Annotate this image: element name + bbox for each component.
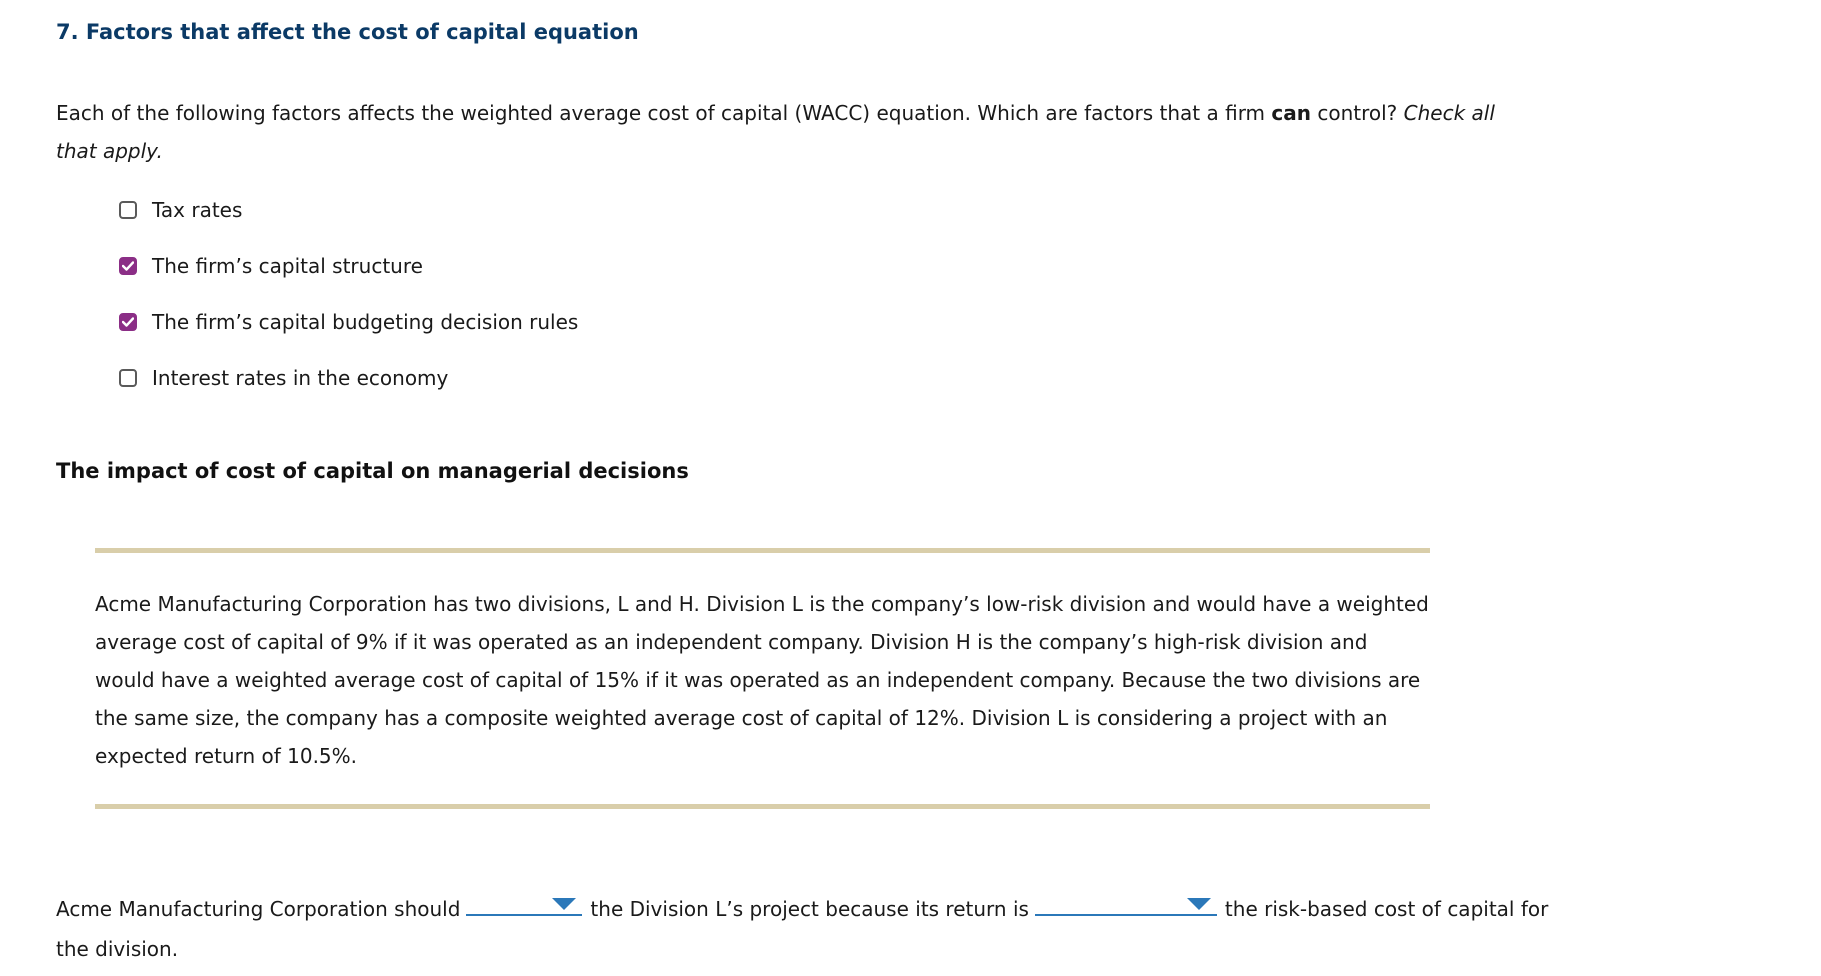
caret-down-icon[interactable]	[552, 898, 576, 910]
question-title: 7. Factors that affect the cost of capital equation	[56, 20, 639, 44]
action-dropdown[interactable]	[466, 888, 582, 916]
divider-top	[95, 548, 1430, 553]
divider-bottom	[95, 804, 1430, 809]
answer-text-2: the Division L’s project because its return is	[590, 897, 1029, 921]
caret-down-icon[interactable]	[1187, 898, 1211, 910]
checkbox[interactable]	[119, 201, 137, 219]
answer-text-1: Acme Manufacturing Corporation should	[56, 897, 461, 921]
checkmark-icon	[122, 261, 134, 271]
checkmark-icon	[122, 317, 134, 327]
prompt-text-2: control?	[1311, 101, 1404, 125]
option-interest-rates[interactable]	[119, 366, 578, 422]
answer-text-3: the risk-based cost of capital for the division.	[56, 897, 1549, 961]
checkbox[interactable]	[119, 257, 137, 275]
prompt-emphasis: can	[1271, 101, 1311, 125]
option-label[interactable]: Tax rates	[152, 198, 243, 222]
prompt-instruction: Check all that apply.	[56, 101, 1495, 163]
option-capital-structure[interactable]	[119, 254, 578, 310]
answer-sentence	[56, 888, 1556, 969]
option-label[interactable]: The firm’s capital budgeting decision rules	[152, 310, 579, 334]
checkbox[interactable]	[119, 313, 137, 331]
checkbox-options	[119, 198, 578, 422]
prompt-text: Each of the following factors affects the weighted average cost of capital (WACC) equation. Which are factors that a firm	[56, 101, 1272, 125]
section-title: The impact of cost of capital on managerial decisions	[56, 459, 689, 483]
option-label[interactable]: Interest rates in the economy	[152, 366, 449, 390]
comparison-dropdown[interactable]	[1035, 888, 1217, 916]
option-capital-budgeting-rules[interactable]	[119, 310, 578, 366]
option-tax-rates[interactable]	[119, 198, 578, 254]
scenario-text: Acme Manufacturing Corporation has two divisions, L and H. Division L is the company’s low-risk division and would have a weighted average cost of capital of 9% if it was operated as an independent company. Division H is the company’s high-risk division and would have a weighted average cost of capital of 15% if it was operated as an independent company. Because the two divisions are the same size, the company has a composite weighted average cost of capital of 12%. Division L is considering a project with an expected return of 10.5%.	[95, 592, 1429, 768]
question-prompt	[56, 94, 1536, 170]
checkbox[interactable]	[119, 369, 137, 387]
option-label[interactable]: The firm’s capital structure	[152, 254, 423, 278]
